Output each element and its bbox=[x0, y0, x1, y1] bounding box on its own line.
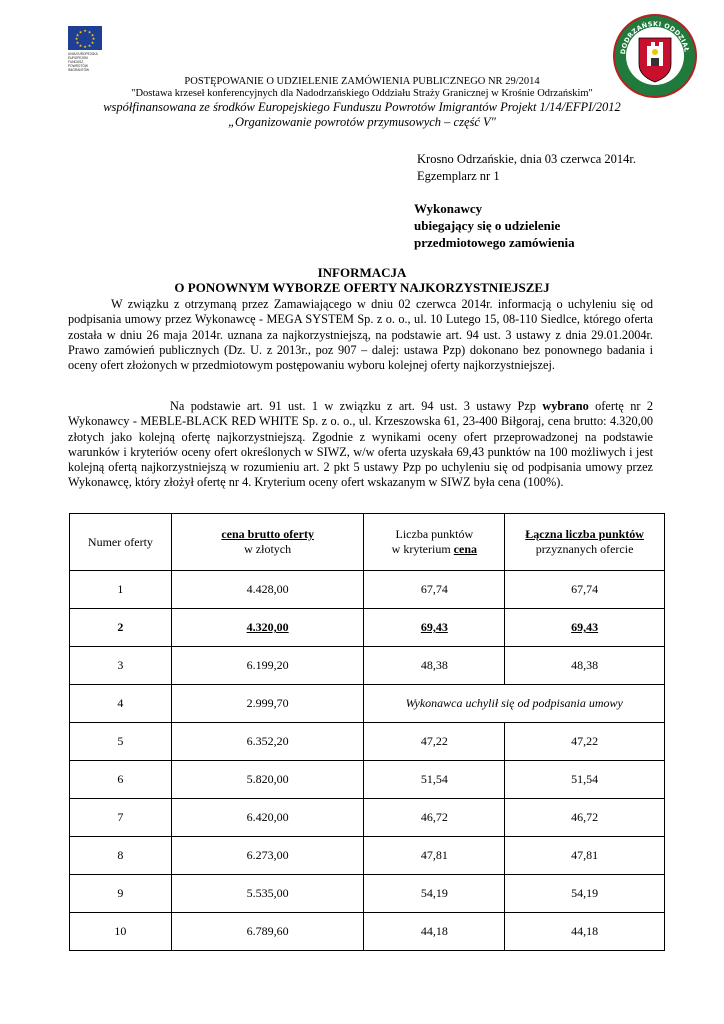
svg-text:★: ★ bbox=[78, 43, 83, 48]
place-date-block bbox=[417, 151, 636, 185]
copy-number: Egzemplarz nr 1 bbox=[417, 169, 500, 183]
svg-text:★: ★ bbox=[74, 36, 79, 42]
svg-text:★: ★ bbox=[83, 28, 87, 33]
eu-flag-icon bbox=[68, 26, 102, 50]
eu-logo bbox=[68, 26, 102, 72]
place-date: Krosno Odrzańskie, dnia 03 czerwca 2014r. bbox=[417, 152, 637, 166]
svg-text:★: ★ bbox=[90, 39, 95, 45]
paragraph-1: W związku z otrzymaną przez Zamawiającego w dniu 02 czerwca 2014r. informacją o uchyleniu się od podpisania umowy przez Wykonawcę - MEGA SYSTEM Sp. z o. o., ul. 10 Lutego 15, 08-110 Siedlce, którego oferta została w dniu 26 maja 2014r. uznana za najkorzystniejszą, na podstawie art. 94 ust. 3 ustawy z dnia 29.01.2004r. Prawo zamówień publicznych (Dz. U. z 2013r., poz 907 – dalej: ustawa Pzp) dokonano bez ponownego badania i oceny ofert złożonych w przedmiotowym postępowaniu wyboru kolejnej oferty najkorzystniejszej. bbox=[68, 297, 653, 373]
withdrawal-note: Wykonawca uchylił się od podpisania umowy bbox=[364, 685, 665, 723]
table-row: 1 4.428,00 67,74 67,74 bbox=[70, 571, 665, 609]
svg-text:★: ★ bbox=[75, 39, 80, 45]
svg-text:★: ★ bbox=[87, 29, 92, 35]
table-row: 10 6.789,60 44,18 44,18 bbox=[70, 913, 665, 951]
table-header-row bbox=[70, 514, 665, 571]
column-header-price: cena brutto oferty w złotych bbox=[171, 514, 364, 571]
table-row: 5 6.352,20 47,22 47,22 bbox=[70, 723, 665, 761]
svg-text:★: ★ bbox=[90, 32, 95, 38]
svg-text:★: ★ bbox=[83, 44, 87, 50]
document-title: INFORMACJA bbox=[317, 265, 407, 280]
svg-text:★: ★ bbox=[87, 43, 92, 48]
procurement-subject: "Dostawa krzeseł konferencyjnych dla Nadodrzańskiego Oddziału Straży Granicznej w Krośnie Odrzańskim" bbox=[131, 88, 593, 99]
document-subtitle: O PONOWNYM WYBORZE OFERTY NAJKORZYSTNIEJSZEJ bbox=[174, 280, 550, 295]
table-row: 6 5.820,00 51,54 51,54 bbox=[70, 761, 665, 799]
procedure-number: POSTĘPOWANIE O UDZIELENIE ZAMÓWIENIA PUBLICZNEGO NR 29/2014 bbox=[184, 76, 540, 87]
paragraph-2: Na podstawie art. 91 ust. 1 w związku z art. 94 ust. 3 ustawy Pzp wybrano ofertę nr 2 Wykonawcy - MEBLE-BLACK RED WHITE Sp. z o. o., ul. Krzeszowska 61, 23-400 Biłgoraj, cena brutto: 4.320,00 złotych jako kolejną ofertę najkorzystniejszą. Zgodnie z wynikami oceny ofert przeprowadzonej na podstawie warunków i kryteriów oceny ofert określonych w SIWZ, w/w oferta uzyskała 69,43 punktów na 100 możliwych i jest kolejną ofertą najkorzystniejszą w rozumieniu art. 2 pkt 5 ustawy Pzp po uchyleniu się od podpisania umowy przez Wykonawcę, który złożył ofertę nr 4. Kryterium oceny ofert wskazanym w SIWZ była cena (100%). bbox=[68, 399, 653, 490]
table-row: 7 6.420,00 46,72 46,72 bbox=[70, 799, 665, 837]
column-header-points: Liczba punktów w kryterium cena bbox=[364, 514, 505, 571]
emblem-text: DODRZAŃSKI ODDZIAŁ bbox=[618, 19, 691, 55]
svg-text:★: ★ bbox=[78, 29, 83, 35]
eu-logo-text: UNIA EUROPEJSKA EUROPEJSKI FUNDUSZ POWROTÓW IMIGRANTÓW bbox=[68, 52, 98, 72]
table-row: 8 6.273,00 47,81 47,81 bbox=[70, 837, 665, 875]
column-header-total-points: Łączna liczba punktów przyznanych ofercie bbox=[505, 514, 665, 571]
project-part: „Organizowanie powrotów przymusowych – część V" bbox=[228, 115, 496, 129]
cofinancing-note: współfinansowana ze środków Europejskiego Funduszu Powrotów Imigrantów Projekt 1/14/EFPI/2012 bbox=[103, 100, 621, 114]
recipient-block: Wykonawcy ubiegający się o udzielenie przedmiotowego zamówienia bbox=[414, 201, 575, 250]
column-header-offer-number: Numer oferty bbox=[70, 514, 172, 571]
svg-text:★: ★ bbox=[91, 36, 96, 42]
offers-table bbox=[69, 513, 665, 951]
table-row-selected: 2 4.320,00 69,43 69,43 bbox=[70, 609, 665, 647]
table-row: 9 5.535,00 54,19 54,19 bbox=[70, 875, 665, 913]
svg-text:★: ★ bbox=[75, 32, 80, 38]
table-row: 4 2.999,70 Wykonawca uchylił się od podpisania umowy bbox=[70, 685, 665, 723]
table-row: 3 6.199,20 48,38 48,38 bbox=[70, 647, 665, 685]
